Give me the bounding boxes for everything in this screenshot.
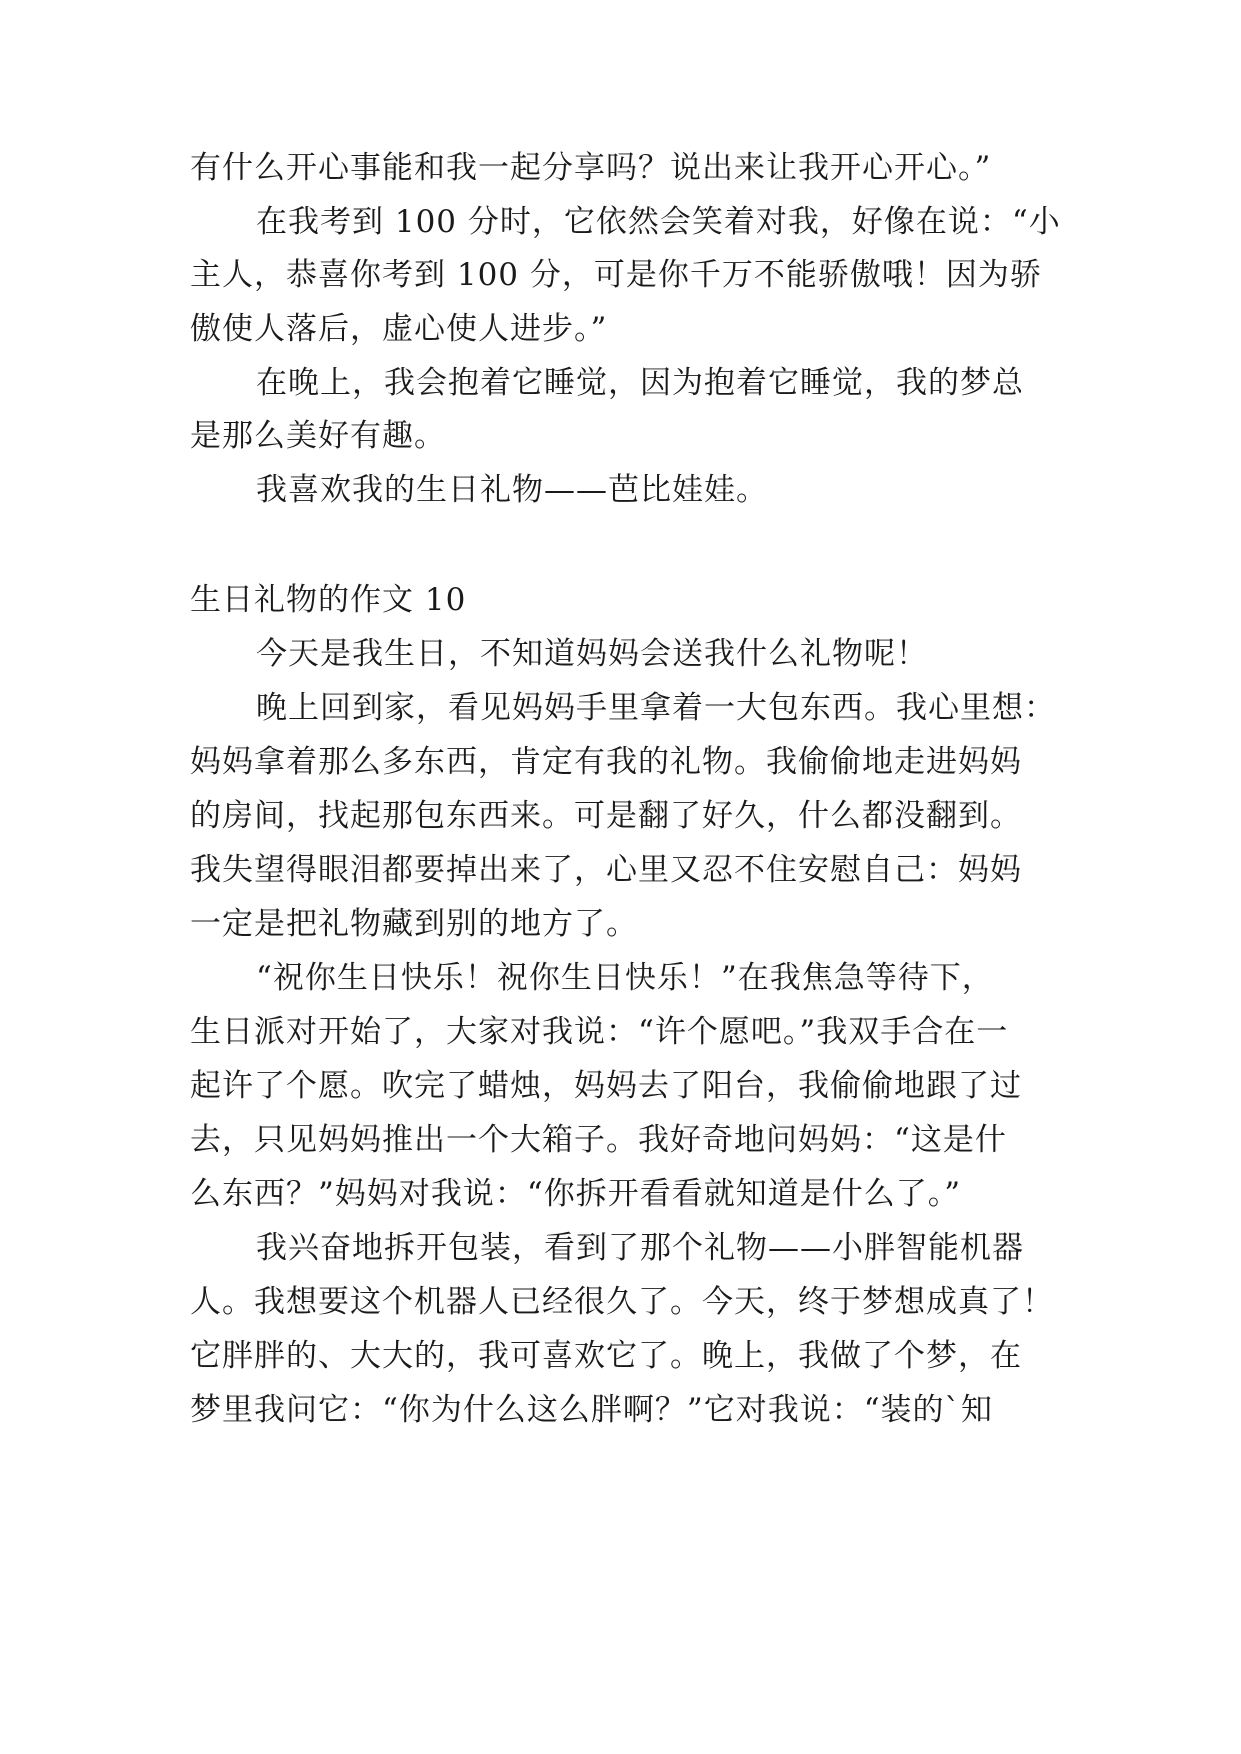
text-line: 今天是我生日，不知道妈妈会送我什么礼物呢！ [256,636,928,672]
text-line: 么东西？”妈妈对我说：“你拆开看看就知道是什么了。” [190,1176,962,1212]
text-line: 生日派对开始了，大家对我说：“许个愿吧。”我双手合在一 [190,1014,1009,1050]
text-line: “祝你生日快乐！祝你生日快乐！”在我焦急等待下， [256,960,994,996]
text-line: 我失望得眼泪都要掉出来了，心里又忍不住安慰自己：妈妈 [190,852,1022,888]
text-line: 的房间，找起那包东西来。可是翻了好久，什么都没翻到。 [190,798,1022,834]
text-line: 在我考到 100 分时，它依然会笑着对我，好像在说：“小 [256,204,1061,240]
text-line: 主人，恭喜你考到 100 分，可是你千万不能骄傲哦！因为骄 [190,257,1042,293]
text-line: 在晚上，我会抱着它睡觉，因为抱着它睡觉，我的梦总 [256,365,1024,401]
text-line: 人。我想要这个机器人已经很久了。今天，终于梦想成真了！ [190,1284,1054,1320]
text-line: 是那么美好有趣。 [190,418,446,454]
text-line: 起许了个愿。吹完了蜡烛，妈妈去了阳台，我偷偷地跟了过 [190,1068,1022,1104]
section-heading: 生日礼物的作文 10 [190,582,467,618]
text-line: 傲使人落后，虚心使人进步。” [190,311,608,347]
text-line: 我喜欢我的生日礼物——芭比娃娃。 [256,472,768,508]
text-line: 梦里我问它：“你为什么这么胖啊？”它对我说：“装的`知 [190,1392,994,1428]
text-line: 晚上回到家，看见妈妈手里拿着一大包东西。我心里想： [256,690,1056,726]
text-line: 它胖胖的、大大的，我可喜欢它了。晚上，我做了个梦，在 [190,1338,1022,1374]
text-line: 妈妈拿着那么多东西，肯定有我的礼物。我偷偷地走进妈妈 [190,744,1022,780]
text-line: 我兴奋地拆开包装，看到了那个礼物——小胖智能机器 [256,1230,1024,1266]
text-line: 一定是把礼物藏到别的地方了。 [190,906,638,942]
text-line: 有什么开心事能和我一起分享吗？说出来让我开心开心。” [190,150,992,186]
text-line: 去，只见妈妈推出一个大箱子。我好奇地问妈妈：“这是什 [190,1122,1007,1158]
